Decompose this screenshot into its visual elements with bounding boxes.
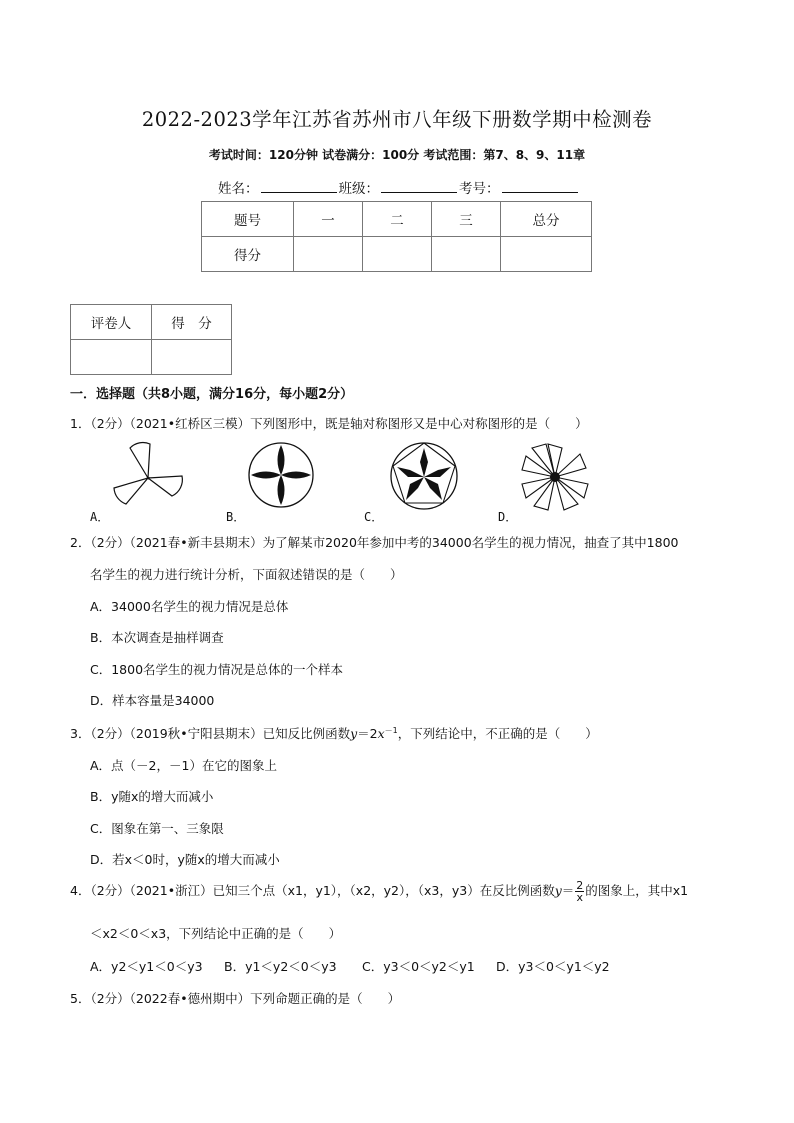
option-label-a: A． — [90, 510, 110, 524]
question-4-suffix: 的图象上，其中x1 — [585, 883, 689, 898]
grader-table — [70, 304, 232, 375]
score-header-cell: 题号 — [202, 202, 294, 237]
number-label: 考号： — [459, 181, 500, 197]
grader-entry-row — [71, 340, 232, 375]
score-cell[interactable] — [501, 237, 592, 272]
class-blank[interactable] — [381, 179, 457, 193]
name-blank[interactable] — [261, 179, 337, 193]
question-4-prefix: 4．（2分）（2021•浙江）已知三个点（x1，y1），（x2，y2），（x3，y3）在反比例函数 — [70, 883, 555, 898]
score-cell[interactable] — [294, 237, 363, 272]
page-title: 2022-2023学年江苏省苏州市八年级下册数学期中检测卷 — [141, 108, 653, 131]
question-3-option-c: C．图象在第一、三象限 — [90, 821, 224, 836]
question-2-option-d: D．样本容量是34000 — [90, 693, 215, 708]
grader-score-label: 得 分 — [152, 305, 232, 340]
score-header-cell: 三 — [432, 202, 501, 237]
option-label-c: C． — [364, 510, 384, 524]
question-1-text: 1．（2分）（2021•红桥区三模）下列图形中，既是轴对称图形又是中心对称图形的是（ ） — [70, 416, 588, 431]
question-2-option-b: B．本次调查是抽样调查 — [90, 630, 224, 645]
score-header-cell: 二 — [363, 202, 432, 237]
figure-c-pentagon-star-icon — [388, 440, 460, 512]
score-header-cell: 总分 — [501, 202, 592, 237]
score-cell[interactable] — [432, 237, 501, 272]
grader-cell[interactable] — [71, 340, 152, 375]
question-2-option-c: C．1800名学生的视力情况是总体的一个样本 — [90, 662, 344, 677]
option-label-d: D． — [498, 510, 518, 524]
question-4-option-d: D．y3＜0＜y1＜y2 — [496, 959, 610, 974]
figure-b-circle-petals-icon — [246, 440, 316, 510]
question-2-line-2: 名学生的视力进行统计分析，下面叙述错误的是（ ） — [90, 567, 403, 582]
question-4-option-b: B．y1＜y2＜0＜y3 — [224, 959, 337, 974]
student-info-line — [218, 177, 580, 197]
question-3-suffix: ，下列结论中，不正确的是（ ） — [397, 726, 598, 741]
question-5-text: 5．（2分）（2022春•德州期中）下列命题正确的是（ ） — [70, 991, 401, 1006]
name-label: 姓名： — [218, 181, 259, 197]
exam-info: 考试时间：120分钟 试卷满分：100分 考试范围：第7、8、9、11章 — [208, 148, 586, 162]
grader-header-row — [71, 305, 232, 340]
question-4-formula: y＝ $\frac{2}{x}$ — [554, 879, 584, 904]
figure-a-pinwheel-icon — [110, 440, 190, 512]
question-3-text — [70, 724, 598, 742]
question-3-option-a: A．点（－2，－1）在它的图象上 — [90, 758, 277, 773]
grader-score-cell[interactable] — [152, 340, 232, 375]
option-label-b: B． — [226, 510, 246, 524]
question-3-prefix: 3．（2分）（2019秋•宁阳县期末）已知反比例函数 — [70, 726, 351, 741]
score-table-header-row — [202, 202, 592, 237]
question-3-formula: $y=2x^{-1}$ — [350, 725, 398, 741]
figure-d-windmill-icon — [518, 440, 592, 514]
score-cell[interactable] — [363, 237, 432, 272]
question-2-option-a: A．34000名学生的视力情况是总体 — [90, 599, 289, 614]
question-2-line-1: 2．（2分）（2021春•新丰县期末）为了解某市2020年参加中考的34000名学生的视力情况，抽查了其中1800 — [70, 535, 679, 550]
question-3-option-b: B．y随x的增大而减小 — [90, 789, 214, 804]
grader-label: 评卷人 — [71, 305, 152, 340]
score-header-cell: 一 — [294, 202, 363, 237]
question-4-line-1 — [70, 880, 688, 903]
score-table-score-row — [202, 237, 592, 272]
class-label: 班级： — [338, 181, 379, 197]
score-row-label: 得分 — [202, 237, 294, 272]
question-4-line-2: ＜x2＜0＜x3，下列结论中正确的是（ ） — [90, 926, 342, 941]
question-4-option-a: A．y2＜y1＜0＜y3 — [90, 959, 203, 974]
number-blank[interactable] — [502, 179, 578, 193]
section-heading: 一．选择题（共8小题，满分16分，每小题2分） — [70, 387, 354, 402]
question-3-option-d: D．若x＜0时，y随x的增大而减小 — [90, 852, 280, 867]
question-4-option-c: C．y3＜0＜y2＜y1 — [362, 959, 475, 974]
score-table — [201, 201, 592, 272]
